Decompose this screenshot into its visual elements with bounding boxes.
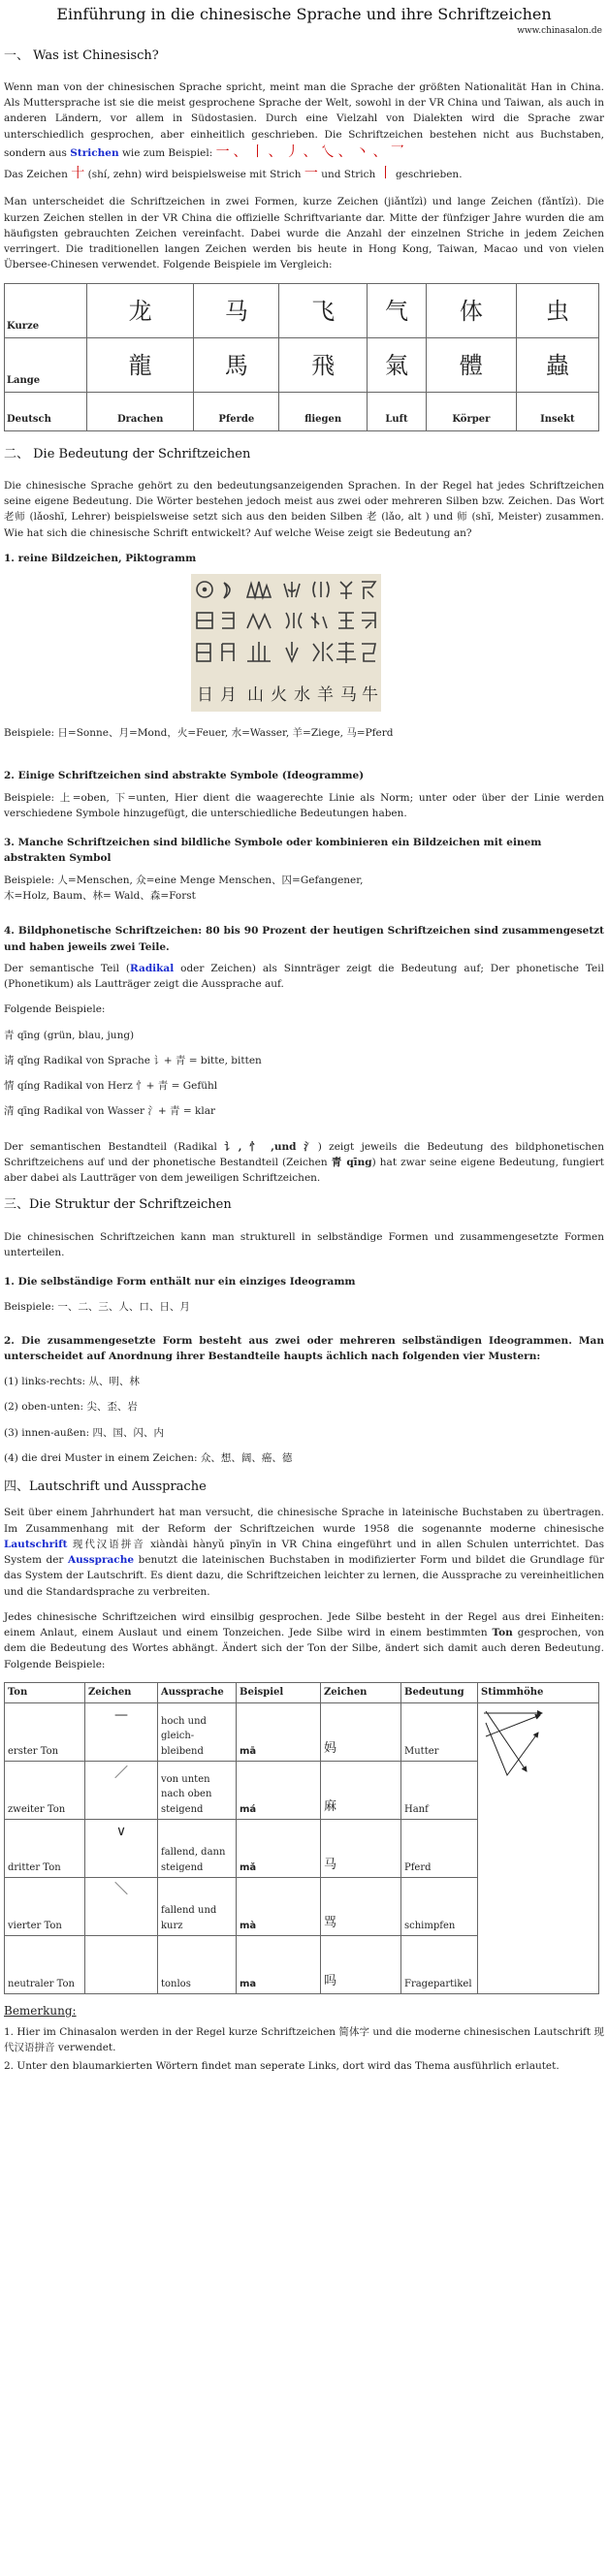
strokes-examples: 一、丨、丿、乀、丶、乛 xyxy=(215,143,408,160)
table-row: vierter Ton ＼ fallend und kurz mà 骂 schimpfen xyxy=(5,1878,599,1936)
pictogram-char-6: 马 xyxy=(340,685,357,706)
phonetic-example-3: 情 qíng Radikal von Herz 忄+ 青 = Gefühl xyxy=(4,1080,218,1093)
table-row: Lange 龍 馬 飛 氣 體 蟲 xyxy=(5,337,599,392)
pictogram-char-2: 山 xyxy=(247,685,264,706)
section4-heading: 四、Lautschrift und Aussprache xyxy=(4,1479,207,1495)
section3-para1: Die chinesischen Schriftzeichen kann man strukturell in selbständige Formen und zusammengesetzte Formen unterteilen. xyxy=(4,1230,604,1258)
remarks xyxy=(4,2002,604,2074)
compound-form-heading: 2. Die zusammengesetzte Form besteht aus zwei oder mehreren selbständigen Ideogrammen. Man unterscheidet auf Anordnung ihrer Bestandteile haupts ächlich nach folgenden vier Mustern: xyxy=(4,1334,604,1362)
phonetic-text: Der semantische Teil (Radikal oder Zeichen) als Sinnträger zeigt die Bedeutung auf; Der phonetische Teil (Phonetikum) als Lautträger zeigt die Aussprache auf. xyxy=(4,962,604,991)
section4-para2: Jedes chinesische Schriftzeichen wird einsilbig gesprochen. Jede Silbe besteht in der Regel aus drei Einheiten: einem Anlaut, einem Auslaut und einem Tonzeichen. Jede Silbe wird in einem bestimmten Ton gesprochen, von dem die Bedeutung des Wortes abhängt. Ändert sich der Ton der Silbe, ändert sich damit auch deren Bedeutung. Folgende Beispiele: xyxy=(4,1610,604,1670)
link-lautschrift[interactable]: Lautschrift xyxy=(4,1538,68,1550)
section1-para1: Wenn man von der chinesischen Sprache spricht, meint man die Sprache der größten Nationalität Han in China. Als Muttersprache ist sie die meist gesprochene Sprache der Welt, sowohl in der VR China und Taiwan, als auch in anderen Ländern, vor allem in Südostasien. Durch eine Vielzahl von Dialekten wird die Sprache zwar unterschiedlich gesprochen, aber einheitlich geschrieben. Die Schriftzeichen bestehen nicht aus Buchstaben, sondern aus Strichen wie zum Beispiel: 一、丨、丿、乀、丶、乛 Das Zeichen 十 (shí, zehn) wird beispielsweise mit Strich 一 und Strich 丨 geschrieben. xyxy=(4,80,604,181)
table-row: Deutsch Drachen Pferde fliegen Luft Körper Insekt xyxy=(5,392,599,430)
phonetic-intro: Folgende Beispiele: xyxy=(4,1003,106,1016)
tone-table xyxy=(4,1682,599,1994)
table-row: Kurze 龙 马 飞 气 体 虫 xyxy=(5,283,599,337)
pictogram-char-4: 水 xyxy=(294,685,310,706)
pitch-tone-4 xyxy=(486,1711,527,1771)
phonetic-summary: Der semantischen Bestandteil (Radikal 讠, 忄 ,und 氵) zeigt jeweils die Bedeutung des bildphonetischen Schriftzeichens auf und der phonetische Bestandteil (Zeichen 青 qīng) hat zwar seine eigene Bedeutung, fungiert aber dabei als Lautträger von dem jeweiligen Schriftzeichen. xyxy=(4,1140,604,1185)
symbol-examples-2: 木=Holz, Baum、林= Wald、森=Forst xyxy=(4,889,196,902)
pitch-tone-2 xyxy=(486,1715,540,1736)
pictogram-heading: 1. reine Bildzeichen, Piktogramm xyxy=(4,552,197,564)
phonetic-example-2: 请 qǐng Radikal von Sprache 讠+ 青 = bitte, bitten xyxy=(4,1054,262,1066)
pictogram-char-7: 牛 xyxy=(362,685,378,706)
section1-heading: 一、 Was ist Chinesisch? xyxy=(4,48,159,63)
phonetic-heading: 4. Bildphonetische Schriftzeichen: 80 bis 90 Prozent der heutigen Schriftzeichen sind zusammengesetzt und haben jeweils zwei Teile. xyxy=(4,925,604,953)
comparison-table xyxy=(4,283,599,431)
pictogram-image xyxy=(191,574,381,712)
pattern-1: (1) links-rechts: 从、明、林 xyxy=(4,1376,140,1388)
phonetic-example-1: 青 qīng (grün, blau, jung) xyxy=(4,1029,135,1041)
table-row: neutraler Ton tonlos ma 吗 Fragepartikel xyxy=(5,1936,599,1994)
remark-1: 1. Hier im Chinasalon werden in der Regel kurze Schriftzeichen 简体字 und die moderne chinesischen Lautschrift 现代汉语拼音 verwendet. xyxy=(4,2025,604,2053)
pattern-2: (2) oben-unten: 尖、歪、岩 xyxy=(4,1401,138,1414)
pictogram-chart xyxy=(191,574,381,712)
site-url: www.chinasalon.de xyxy=(517,25,602,36)
page-title: Einführung in die chinesische Sprache und ihre Schriftzeichen xyxy=(56,5,552,23)
phonetic-example-4: 清 qīng Radikal von Wasser 氵+ 青 = klar xyxy=(4,1105,215,1118)
symbol-heading: 3. Manche Schriftzeichen sind bildliche Symbole oder kombinieren ein Bildzeichen mit einem abstrakten Symbol xyxy=(4,837,542,865)
ideogram-text: Beispiele: 上=oben, 下=unten, Hier dient die waagerechte Linie als Norm; unter oder über der Linie werden verschiedene Symbole hinzugefügt, die unterschiedliche Bedeutungen haben. xyxy=(4,791,604,819)
section3-heading: 三、Die Struktur der Schriftzeichen xyxy=(4,1197,232,1213)
pattern-4: (4) die drei Muster in einem Zeichen: 众、想、阔、癌、德 xyxy=(4,1451,293,1464)
tone-table-header: Ton Zeichen Aussprache Beispiel Zeichen Bedeutung Stimmhöhe xyxy=(5,1683,599,1703)
remarks-heading: Bemerkung: xyxy=(4,2004,77,2019)
simple-form-heading: 1. Die selbständige Form enthält nur ein einziges Ideogramm xyxy=(4,1276,356,1288)
section4-para1: Seit über einem Jahrhundert hat man versucht, die chinesische Sprache in lateinische Buchstaben zu übertragen. Im Zusammenhang mit der Reform der Schriftzeichen wurde 1958 die sogenannte moderne chinesische Lautschrift 现代汉语拼音 xiàndài hànyǔ pīnyīn in VR China eingeführt und in allen Schulen unterrichtet. Das System der Aussprache benutzt die lateinischen Buchstaben in modifizierter Form und bildet die Grundlage für das System der Lautschrift. Es dient dazu, die Schriftzeichen leichter zu lernen, die Aussprache zu vereinheitlichen und die Standardsprache zu verbreiten. xyxy=(4,1507,604,1598)
link-strichen[interactable]: Strichen xyxy=(70,146,119,159)
simple-form-examples: Beispiele: 一、二、三、人、口、日、月 xyxy=(4,1301,190,1314)
table-row: zweiter Ton ／ von unten nach oben steigend má 麻 Hanf xyxy=(5,1762,599,1820)
table-row: erster Ton — hoch und gleich-bleibend mā 妈 Mutter xyxy=(5,1703,599,1762)
pitch-diagram-cell xyxy=(478,1703,599,1994)
ideogram-heading: 2. Einige Schriftzeichen sind abstrakte Symbole (Ideogramme) xyxy=(4,770,365,782)
pitch-diagram xyxy=(478,1703,552,1783)
section2-para1: Die chinesische Sprache gehört zu den bedeutungsanzeigenden Sprachen. In der Regel hat jedes Schriftzeichen seine eigene Bedeutung. Die Wörter bestehen jedoch meist aus zwei oder mehreren Silben bzw. Zeichen. Das Wort老师 (lǎoshī, Lehrer) beispielsweise setzt sich aus den beiden Silben 老 (lǎo, alt ) und 师 (shī, Meister) zusammen. Wie hat sich die chinesische Schrift entwickelt? Auf welche Weise zeigt sie Bedeutung an? xyxy=(4,479,604,539)
pictogram-char-3: 火 xyxy=(271,685,287,706)
link-aussprache[interactable]: Aussprache xyxy=(68,1554,135,1567)
section1-para3: Man unterscheidet die Schriftzeichen in zwei Formen, kurze Zeichen (jiǎntǐzì) und lange Zeichen (fǎntǐzì). Die kurzen Zeichen stellen in der VR China die offizielle Schriftvariante dar. Mitte der fünfziger Jahre wurden die am häufigsten gebrauchten Zeichen vereinfacht. Dabei wurde die Anzahl der einzelnen Striche in jedem Zeichen verringert. Die traditionellen langen Zeichen werden bis heute in Hong Kong, Taiwan, Macao und von vielen Übersee-Chinesen verwendet. Folgende Beispiele im Vergleich: xyxy=(4,196,604,271)
symbol-examples-1: Beispiele: 人=Menschen, 众=eine Menge Menschen、囚=Gefangener, xyxy=(4,874,364,886)
table-row: dritter Ton ∨ fallend, dann steigend mǎ 马 Pferd xyxy=(5,1820,599,1878)
remark-2: 2. Unter den blaumarkierten Wörtern findet man seperate Links, dort wird das Thema ausführlich erlautet. xyxy=(4,2060,560,2073)
pictogram-char-0: 日 xyxy=(197,685,213,706)
section2-heading: 二、 Die Bedeutung der Schriftzeichen xyxy=(4,446,251,461)
pictogram-char-1: 月 xyxy=(220,685,237,706)
pictogram-char-5: 羊 xyxy=(317,685,334,706)
pictogram-examples: Beispiele: 日=Sonne、月=Mond，火=Feuer, 水=Wasser, 羊=Ziege, 马=Pferd xyxy=(4,727,394,740)
pattern-3: (3) innen-außen: 四、国、闪、内 xyxy=(4,1426,165,1439)
link-radikal[interactable]: Radikal xyxy=(130,962,175,974)
